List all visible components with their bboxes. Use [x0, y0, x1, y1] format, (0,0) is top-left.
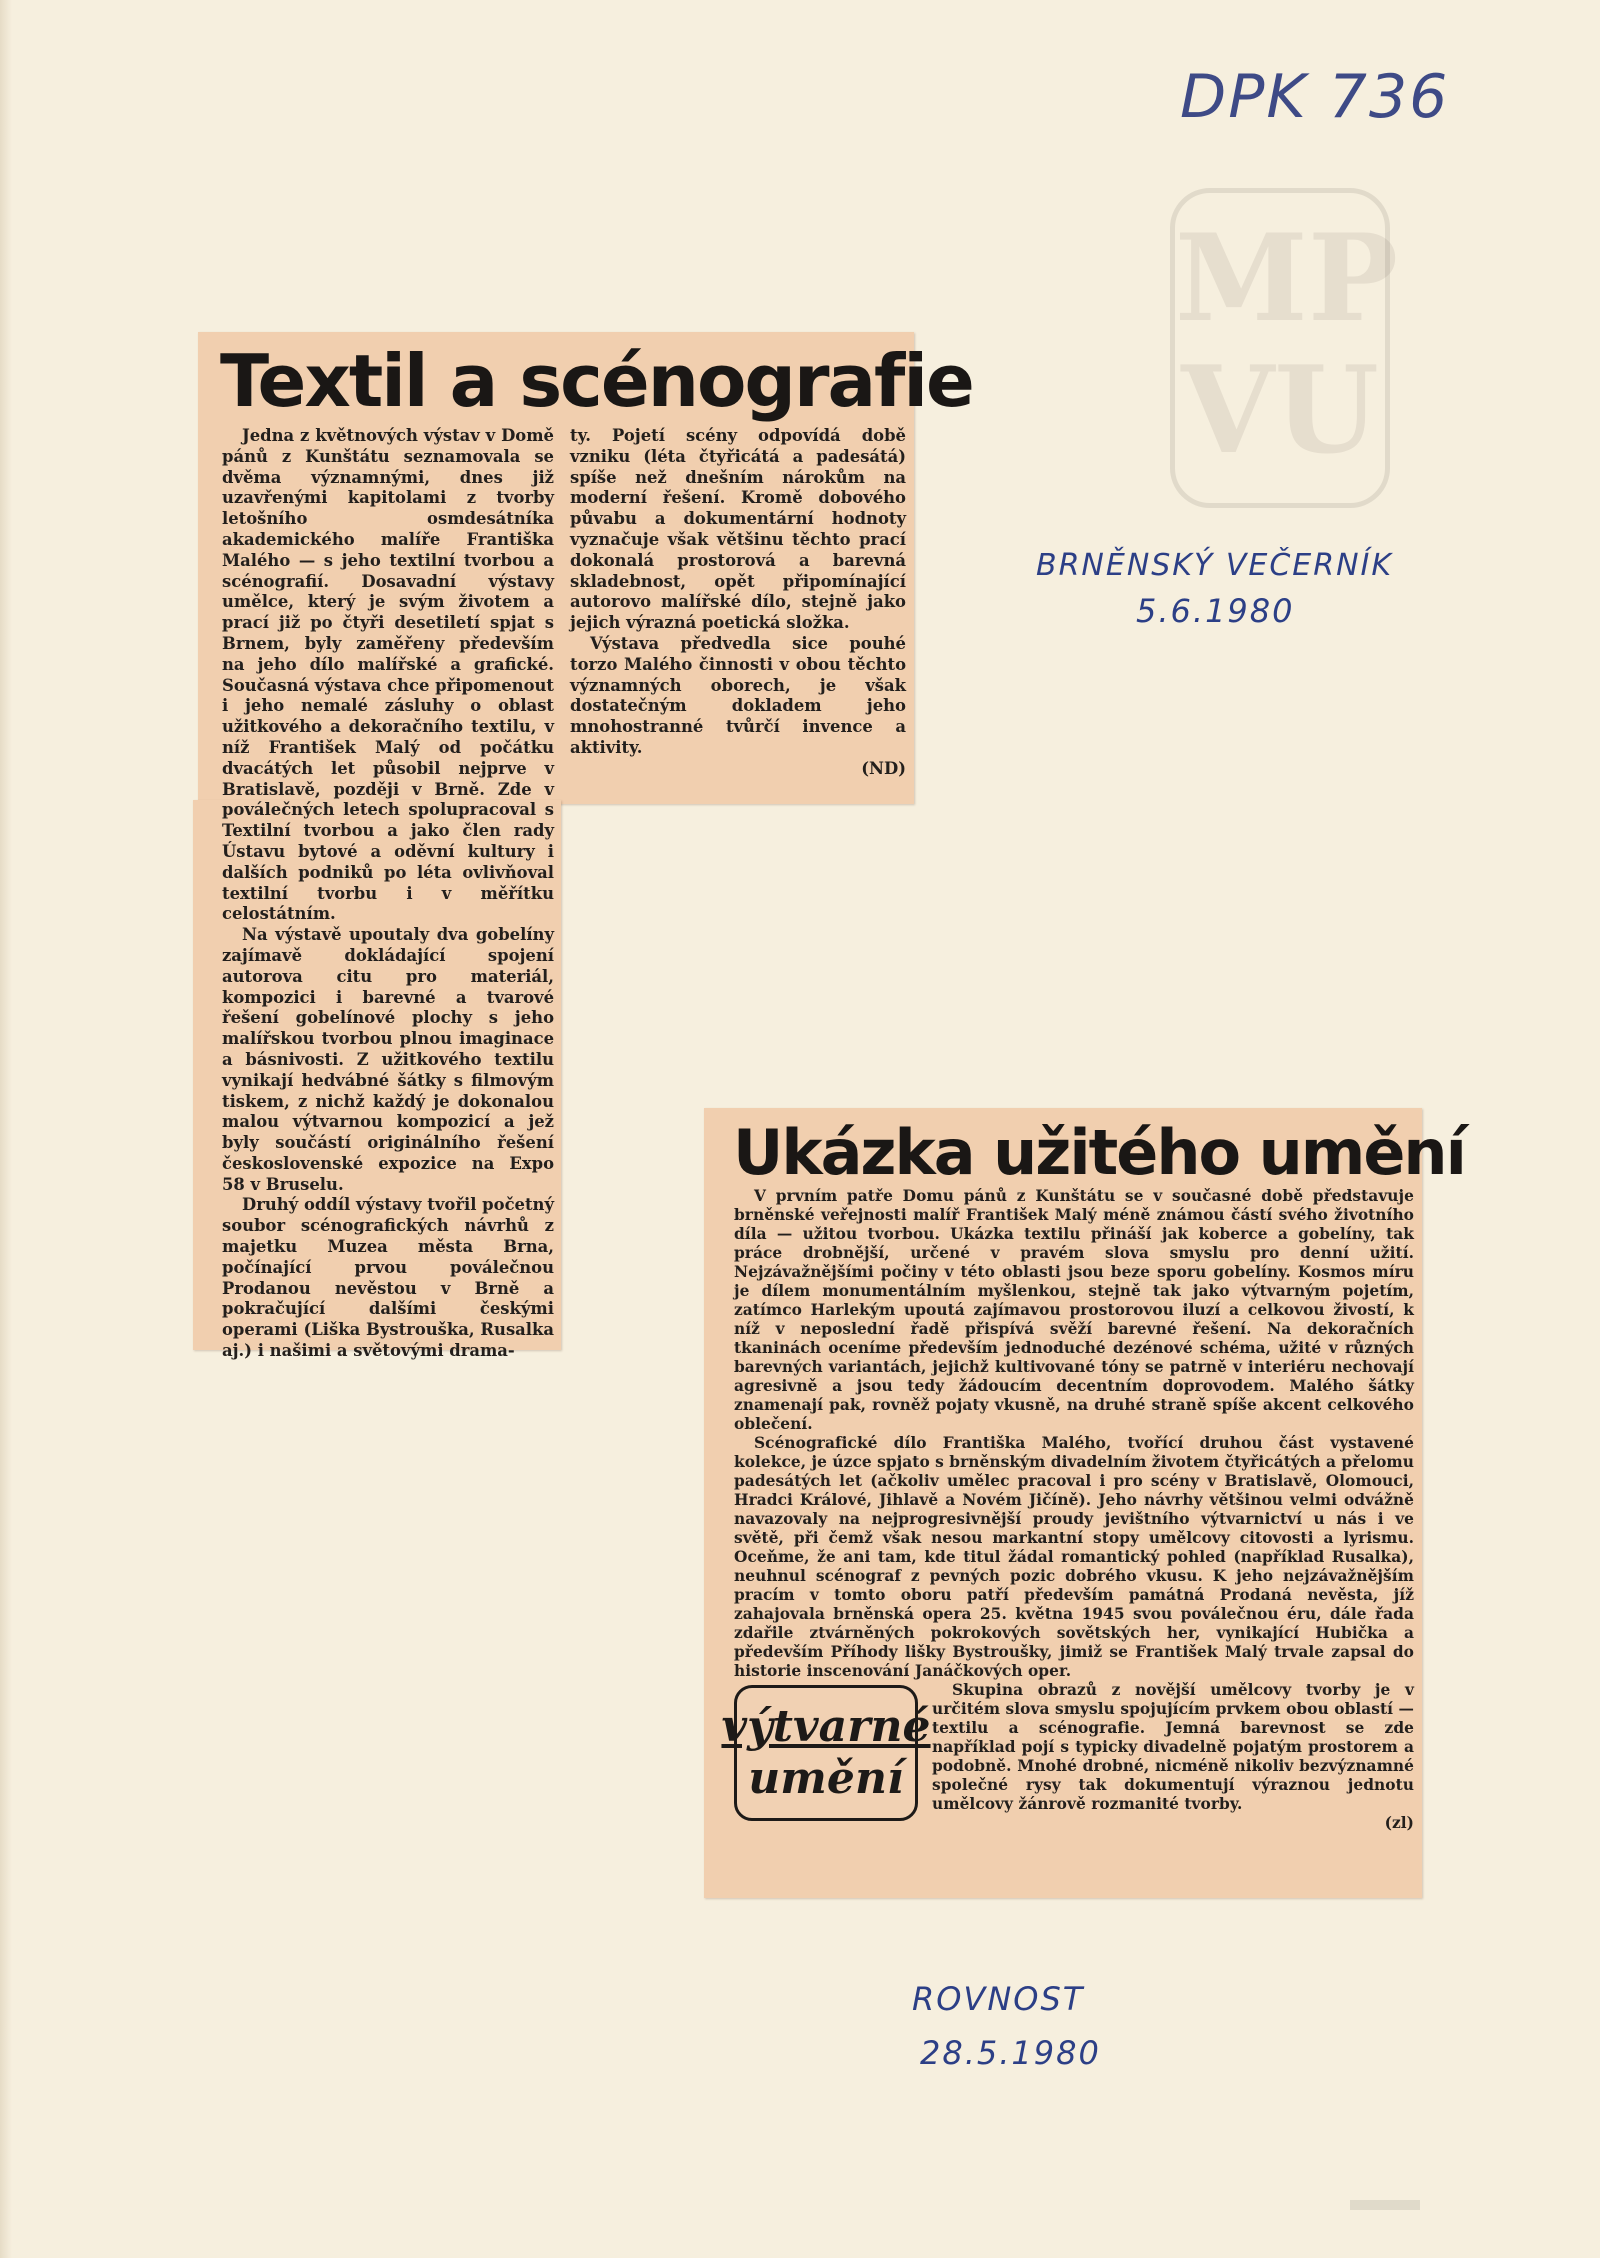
paper-edge [0, 0, 12, 2258]
vytvarne-umeni-logo [721, 1685, 931, 1821]
article1-headline: Textil a scénografie [220, 339, 973, 423]
article1-paragraph: Na výstavě upoutaly dva gobelíny zajímavě dokládající spojení autorova citu pro materiál, kompozici i barevné a tvarové řešení gobelínové plochy s jeho malířskou tvorbou plnou imaginace a básnivosti. Z užitkového textilu vynikají hedvábné šátky s filmovým tiskem, z nichž každý je dokonalou malou výtvarnou kompozicí a jež byly součástí originálního řešení československé expozice na Expo 58 v Bruselu. [222, 925, 554, 1194]
logo-line-2: umění [748, 1753, 904, 1804]
logo-line-1: výtvarné [721, 1701, 931, 1752]
article1-paragraph: Jedna z květnových výstav v Domě pánů z Kunštátu seznamovala se dvěma významnými, dnes již uzavřenými kapitolami z tvorby letošního osmdesátníka akademického malíře Františka Malého — s jeho textilní tvorbou a scénografií. Dosavadní výstavy umělce, který je svým životem a prací již po čtyři desetiletí spjat s Brnem, byly zaměřeny především na jeho dílo malířské a grafické. Současná výstava chce připomenout i jeho nemalé zásluhy o oblast užitkového a dekoračního textilu, v níž František Malý od počátku dvacátých let působil nejprve v Bratislavě, později v Brně. Zde v poválečných letech spolupracoval s Textilní tvorbou a jako člen rady Ústavu bytové a oděvní kultury i dalších podniků po léta ovlivňoval textilní tvorbu i v měřítku celostátním. [222, 426, 554, 924]
article1-paragraph: Druhý oddíl výstavy tvořil početný soubor scénografických návrhů z majetku Muzea města Brna, počínající prvou poválečnou Prodanou nevěstou v Brně a pokračující dalšími českými operami (Liška Bystrouška, Rusalka aj.) i našimi a světovými drama- [222, 1195, 554, 1361]
source-note-1: BRNĚNSKÝ VEČERNÍK [1036, 548, 1394, 583]
faint-mark [1350, 2200, 1420, 2210]
article1-paragraph: ty. Pojetí scény odpovídá době vzniku (léta čtyřicátá a padesátá) spíše než dnešním nárokům na moderní řešení. Kromě dobového půvabu a dokumentární hodnoty vyznačuje však většinu těchto prací dokonalá prostorová a barevná skladebnost, opět připomínající autorovo malířské dílo, stejně jako jejich výrazná poetická složka. [570, 426, 906, 633]
archive-number-handwritten: DPK 736 [1180, 62, 1450, 132]
article1-column-1 [222, 426, 554, 1362]
article2-paragraph: V prvním patře Domu pánů z Kunštátu se v současné době představuje brněnské veřejnosti malíř František Malý méně známou částí svého životního díla — užitou tvorbou. Ukázka textilu přináší jak koberce a gobelíny, tak práce drobnější, určené v pravém slova smyslu pro denní užití. Nejzávažnějšími počiny v této oblasti jsou beze sporu gobelíny. Kosmos míru je dílem monumentálním myšlenkou, stejně tak jako výtvarným pojetím, zatímco Harlekým upoutá zajímavou prostorovou iluzí a celkovou živostí, k níž v neposlední řadě přispívá svěží barevné řešení. Na dekoračních tkaninách oceníme především jednoduché dezénové schéma, užité v různých barevných variantách, jejichž kultivované tóny se patrně v interiéru nechovají agresivně a jsou tedy žádoucím decentním doprovodem. Malého šátky znamenají pak, rovněž pojaty vkusně, na druhé straně spíše akcent celkového oblečení. [734, 1187, 1414, 1433]
article2-paragraph: Scénografické dílo Františka Malého, tvořící druhou část vystavené kolekce, je úzce spjato s brněnským divadelním životem čtyřicátých a přelomu padesátých let (ačkoliv umělec pracoval i pro scény v Bratislavě, Olomouci, Hradci Králové, Jihlavě a Novém Jičíně). Jeho návrhy většinou velmi odvážně navazovaly na nejprogresivnější proudy jevištního výtvarnictví u nás i ve světě, při čemž však nesou markantní stopy umělcovy citovosti a lyrismu. Oceňme, že ani tam, kde titul žádal romantický pohled (například Rusalka), neuhnul scénograf z pevných pozic dobrého vkusu. K jeho nejzávažnějším pracím v tomto oboru patří především památná Prodaná nevěsta, jíž zahajovala brněnská opera 25. května 1945 svou poválečnou éru, dále řada zdařile ztvárněných pokrokových sovětských her, vynikající Hubička a především Příhody lišky Bystroušky, jimiž se František Malý trvale zapsal do historie inscenování Janáčkových oper. [734, 1434, 1414, 1680]
article2-paragraph: Skupina obrazů z novější umělcovy tvorby je v určitém slova smyslu spojujícím prvkem obou oblastí — textilu a scénografie. Jemná barevnost se zde například pojí s typicky divadelně pojatým prostorem a podobně. Mnohé drobné, nicméně nikoliv bezvýznamné společné rysy tak dokumentují výraznou jednotu umělcovy žánrově rozmanité tvorby. [932, 1681, 1414, 1813]
source-note-2: ROVNOST [912, 1980, 1085, 2018]
stamp-letters: MP VU [1175, 208, 1399, 481]
date-note-2: 28.5.1980 [920, 2034, 1101, 2072]
museum-stamp [1170, 188, 1399, 508]
article1-column-2 [570, 426, 906, 780]
article2-signature: (zl) [1384, 1814, 1414, 1832]
article2-headline: Ukázka užitého umění [733, 1116, 1465, 1189]
article2-body [721, 1187, 1414, 1833]
article1-paragraph: Výstava předvedla sice pouhé torzo Malého činnosti v obou těchto významných oborech, je však dostatečným dokladem jeho mnohostranné tvůrčí invence a aktivity. [570, 633, 906, 757]
date-note-1: 5.6.1980 [1136, 592, 1295, 630]
article1-signature: (ND) [861, 758, 906, 778]
